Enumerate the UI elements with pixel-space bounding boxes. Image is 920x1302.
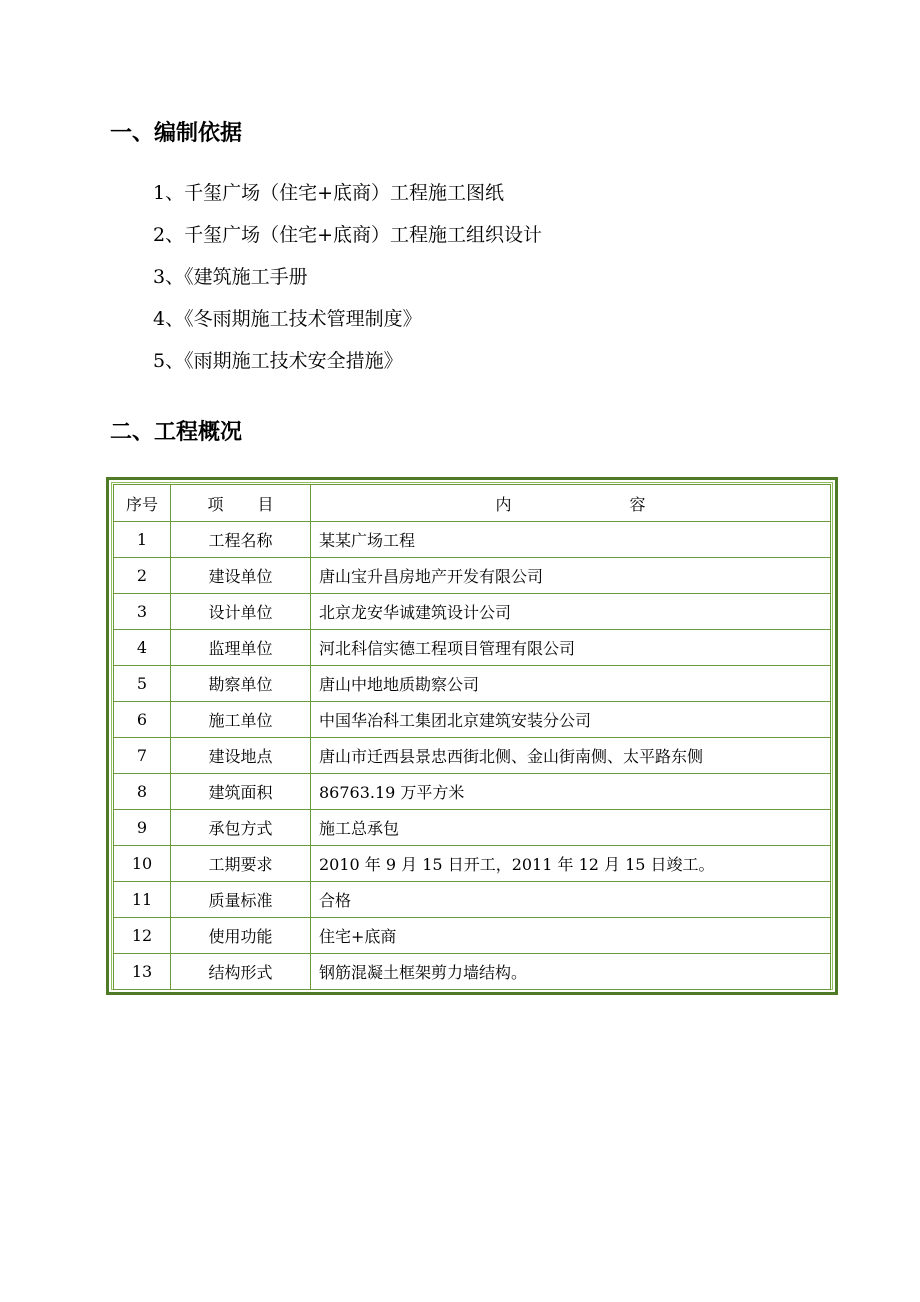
list-item: 3、《建筑施工手册 <box>153 266 308 288</box>
cell-content: 河北科信实德工程项目管理有限公司 <box>311 630 831 666</box>
table-row <box>114 666 831 702</box>
header-item-part-1: 项 <box>207 494 224 514</box>
cell-item: 结构形式 <box>171 954 311 990</box>
cell-serial-number: 2 <box>114 558 171 594</box>
table-row <box>114 738 831 774</box>
cell-serial-number: 1 <box>114 522 171 558</box>
list-item: 4、《冬雨期施工技术管理制度》 <box>153 308 422 330</box>
cell-item: 承包方式 <box>171 810 311 846</box>
cell-content: 某某广场工程 <box>311 522 831 558</box>
header-serial-number: 序号 <box>114 485 171 522</box>
table-header-row <box>114 485 831 522</box>
cell-content: 唐山市迁西县景忠西街北侧、金山街南侧、太平路东侧 <box>311 738 831 774</box>
cell-serial-number: 6 <box>114 702 171 738</box>
project-overview-table <box>113 484 831 990</box>
table-row <box>114 918 831 954</box>
cell-item: 勘察单位 <box>171 666 311 702</box>
table-row <box>114 882 831 918</box>
cell-content: 北京龙安华诚建筑设计公司 <box>311 594 831 630</box>
cell-item: 建设单位 <box>171 558 311 594</box>
table-row <box>114 522 831 558</box>
cell-item: 建筑面积 <box>171 774 311 810</box>
header-item <box>171 485 311 522</box>
list-item: 1、千玺广场（住宅+底商）工程施工图纸 <box>153 182 505 204</box>
cell-item: 建设地点 <box>171 738 311 774</box>
cell-content: 钢筋混凝土框架剪力墙结构。 <box>311 954 831 990</box>
project-overview-table-frame <box>106 477 838 995</box>
table-row <box>114 630 831 666</box>
cell-content: 住宅+底商 <box>311 918 831 954</box>
table-row <box>114 594 831 630</box>
section-heading-overview: 二、工程概况 <box>110 420 243 445</box>
table-row <box>114 954 831 990</box>
cell-serial-number: 5 <box>114 666 171 702</box>
cell-serial-number: 11 <box>114 882 171 918</box>
table-row <box>114 846 831 882</box>
cell-item: 使用功能 <box>171 918 311 954</box>
cell-content: 合格 <box>311 882 831 918</box>
basis-list <box>153 176 542 386</box>
cell-content: 唐山宝升昌房地产开发有限公司 <box>311 558 831 594</box>
table-row <box>114 810 831 846</box>
cell-content: 86763.19 万平方米 <box>311 774 831 810</box>
cell-serial-number: 13 <box>114 954 171 990</box>
cell-content: 中国华冶科工集团北京建筑安装分公司 <box>311 702 831 738</box>
table-row <box>114 702 831 738</box>
cell-content: 唐山中地地质勘察公司 <box>311 666 831 702</box>
cell-serial-number: 4 <box>114 630 171 666</box>
header-item-part-2: 目 <box>257 494 274 514</box>
header-content-part-2: 容 <box>629 494 646 514</box>
section-heading-basis: 一、编制依据 <box>110 121 243 146</box>
cell-item: 施工单位 <box>171 702 311 738</box>
cell-item: 设计单位 <box>171 594 311 630</box>
cell-serial-number: 9 <box>114 810 171 846</box>
cell-serial-number: 3 <box>114 594 171 630</box>
cell-item: 监理单位 <box>171 630 311 666</box>
cell-item: 工程名称 <box>171 522 311 558</box>
header-content-part-1: 内 <box>495 494 512 514</box>
cell-serial-number: 10 <box>114 846 171 882</box>
table-row <box>114 558 831 594</box>
cell-serial-number: 7 <box>114 738 171 774</box>
cell-serial-number: 12 <box>114 918 171 954</box>
header-content <box>311 485 831 522</box>
cell-content: 2010 年 9 月 15 日开工，2011 年 12 月 15 日竣工。 <box>311 846 831 882</box>
cell-item: 工期要求 <box>171 846 311 882</box>
list-item: 2、千玺广场（住宅+底商）工程施工组织设计 <box>153 224 543 246</box>
cell-item: 质量标准 <box>171 882 311 918</box>
table-row <box>114 774 831 810</box>
cell-content: 施工总承包 <box>311 810 831 846</box>
list-item: 5、《雨期施工技术安全措施》 <box>153 350 403 372</box>
cell-serial-number: 8 <box>114 774 171 810</box>
